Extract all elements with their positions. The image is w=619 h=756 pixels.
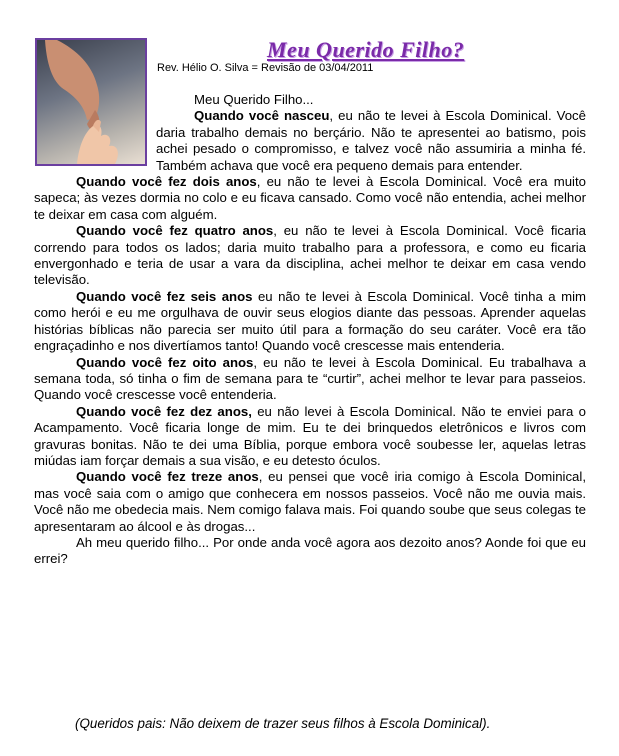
paragraph-body: , eu não te levei à Escola Dominical. Você era muito sapeca; às vezes dormia no colo e eu ficava cansado. Como você não entendia, achei melhor te deixar em casa com alguém.	[34, 174, 586, 222]
paragraph-lead: Quando você fez quatro anos	[76, 223, 274, 239]
paragraph	[34, 223, 586, 289]
paragraph-body: , eu não te levei à Escola Dominical. Eu trabalhava a semana toda, só tinha o fim de semana para te “curtir”, achei melhor te levar para passeios. Quando você crescesse você entenderia.	[34, 354, 586, 403]
paragraph	[34, 535, 586, 568]
letter-greeting: Meu Querido Filho...	[194, 92, 314, 107]
paragraph-lead: Quando você fez dez anos,	[76, 403, 252, 419]
paragraph-body: , eu não te levei à Escola Dominical. Você ficaria correndo para todos os lados; daria muito trabalho para a professora, e como eu ficaria envergonhado e teria de usar a vara da disciplina, achei melhor te deixar em casa vendo televisão.	[34, 223, 586, 288]
paragraph-body: eu não te levei à Escola Dominical. Você tinha a mim como herói e eu me orgulhava de ouvir seus elogios diante das pessoas. Aprender aquelas histórias bíblicas não parecia ser muito útil para a formação do seu caráter. Você era tão engraçadinho e nos divertíamos tanto! Quando você crescesse mais entenderia.	[34, 288, 587, 354]
paragraph-lead: Quando você fez seis anos	[76, 288, 253, 304]
paragraph	[34, 174, 586, 223]
letter-body	[34, 92, 586, 568]
footer-open: (	[75, 716, 80, 731]
footer-note	[75, 716, 490, 731]
paragraph-body: eu não levei à Escola Dominical. Não te enviei para o Acampamento. Você ficaria longe de mim. Eu te dei brinquedos eletrônicos e livros com gravuras bonitas. Não te dei uma Bíblia, porque embora você soubesse ler, aquelas letras miúdas iam forçar demais a sua visão, e eu detesto óculos.	[34, 403, 586, 468]
paragraph-lead: Quando você fez dois anos	[76, 174, 257, 190]
footer-close: ).	[482, 716, 491, 731]
paragraph-body: , eu pensei que você iria comigo à Escola Dominical, mas você saia com o amigo que conhecera em nossos passeios. Você não me ouvia mais. Você não me obedecia mais. Nem comigo falava mais. Foi quando soube que seus colegas te apresentaram ao álcool e às drogas...	[34, 469, 586, 534]
paragraph	[34, 355, 586, 404]
paragraph-lead: Quando você nasceu	[194, 108, 330, 124]
author-byline: Rev. Hélio O. Silva = Revisão de 03/04/2011	[157, 62, 374, 74]
paragraph	[156, 108, 586, 174]
paragraph	[34, 404, 586, 470]
page-title: Meu Querido Filho?	[267, 37, 465, 62]
footer-text: Queridos pais: Não deixem de trazer seus filhos à Escola Dominical	[79, 716, 483, 731]
paragraph	[34, 289, 586, 355]
paragraph-body: Ah meu querido filho... Por onde anda você agora aos dezoito anos? Aonde foi que eu errei?	[34, 534, 586, 567]
paragraph-body: , eu não te levei à Escola Dominical. Você daria trabalho demais no berçário. Não te apresentei ao batismo, pois achei pesado o compromisso, e talvez você não assumiria a minha fé. Também achava que você era pequeno demais para entender.	[156, 108, 586, 173]
paragraph-lead: Quando você fez treze anos	[76, 469, 259, 485]
paragraph-lead: Quando você fez oito anos	[76, 354, 254, 370]
paragraph	[34, 469, 586, 535]
